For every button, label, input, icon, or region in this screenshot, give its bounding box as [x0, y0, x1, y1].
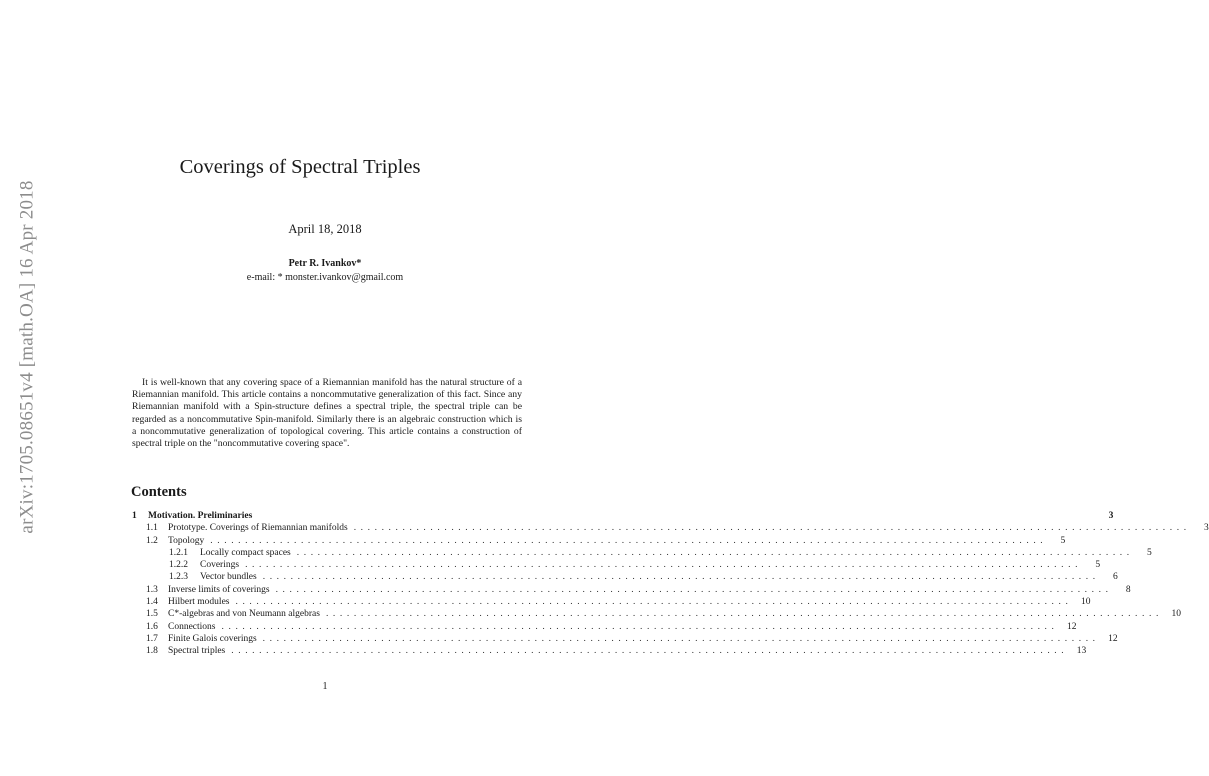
contents-heading: Contents	[131, 484, 187, 500]
toc-entry-page: 13	[1076, 646, 1087, 657]
toc-entry[interactable]	[132, 608, 1181, 620]
toc-entry-title: Inverse limits of coverings	[168, 584, 270, 595]
toc-entry[interactable]	[132, 522, 1209, 534]
page-number: 1	[322, 681, 328, 692]
toc-leader-dots: ........................................................................................................................	[262, 572, 1100, 583]
toc-leader-dots: ........................................................................................................................	[353, 523, 1191, 534]
toc-entry-title: Locally compact spaces	[200, 547, 291, 558]
toc-entry-title: Vector bundles	[200, 572, 257, 583]
toc-entry-page: 5	[1095, 560, 1101, 571]
table-of-contents	[132, 510, 1209, 658]
toc-entry[interactable]	[132, 633, 1118, 645]
toc-entry-number: 1.2.2	[169, 560, 188, 571]
toc-entry[interactable]	[132, 596, 1091, 608]
toc-entry-number: 1.6	[146, 621, 158, 632]
toc-entry-number: 1.2.3	[169, 572, 188, 583]
toc-entry[interactable]	[132, 510, 1114, 522]
toc-entry[interactable]	[132, 571, 1118, 583]
paper-date: April 18, 2018	[288, 222, 362, 236]
arxiv-identifier: arXiv:1705.08651v4 [math.OA] 16 Apr 2018	[17, 180, 39, 534]
toc-entry[interactable]	[132, 584, 1131, 596]
toc-entry[interactable]	[132, 535, 1066, 547]
toc-entry-title: Connections	[168, 621, 216, 632]
toc-leader-dots: ........................................................................................................................	[275, 584, 1113, 595]
toc-entry-title: Prototype. Coverings of Riemannian manifolds	[168, 523, 348, 534]
toc-entry-number: 1.8	[146, 646, 158, 657]
toc-leader-dots: ........................................................................................................................	[296, 547, 1134, 558]
toc-leader-dots: ........................................................................................................................	[221, 621, 1059, 632]
paper-title: Coverings of Spectral Triples	[179, 156, 421, 178]
author-email: e-mail: * monster.ivankov@gmail.com	[246, 272, 404, 283]
toc-entry-page: 12	[1067, 621, 1077, 632]
abstract: It is well-known that any covering space of a Riemannian manifold has the natural structure of a Riemannian manifold. This article contains a noncommutative generalization of this fact. Since any Riemannian manifold with a Spin-structure defines a spectral triple, the spectral triple can be regarded as a noncommutative Spin-manifold. Similarly there is an algebraic construction which is a noncommutative generalization of topological covering. This article contains a construction of spectral triple on the "noncommutative covering space".	[132, 377, 522, 450]
toc-entry-page: 5	[1147, 547, 1152, 558]
toc-entry-title: Hilbert modules	[168, 597, 230, 608]
toc-entry-title: Spectral triples	[168, 646, 226, 657]
toc-leader-dots: ........................................................................................................................	[210, 535, 1048, 546]
toc-entry-page: 5	[1060, 535, 1066, 546]
toc-entry-number: 1.2	[146, 535, 158, 546]
toc-leader-dots: ........................................................................................................................	[231, 646, 1069, 657]
toc-entry-page: 12	[1108, 633, 1118, 644]
toc-entry-number: 1	[132, 511, 137, 521]
toc-entry-number: 1.5	[146, 609, 158, 620]
toc-entry[interactable]	[132, 645, 1087, 657]
toc-entry[interactable]	[132, 547, 1152, 559]
toc-entry-page: 3	[1203, 523, 1209, 534]
toc-entry-title: C*-algebras and von Neumann algebras	[168, 609, 320, 620]
toc-entry-title: Motivation. Preliminaries	[148, 511, 253, 521]
toc-entry-number: 1.2.1	[169, 547, 188, 558]
toc-entry-title: Topology	[168, 535, 205, 546]
toc-entry-title: Coverings	[200, 560, 240, 571]
toc-entry[interactable]	[132, 559, 1101, 571]
toc-leader-dots: ........................................................................................................................	[262, 633, 1100, 644]
toc-leader-dots: ........................................................................................................................	[245, 560, 1083, 571]
toc-entry-page: 6	[1112, 572, 1118, 583]
toc-entry[interactable]	[132, 621, 1077, 633]
toc-entry-title: Finite Galois coverings	[168, 633, 257, 644]
toc-entry-page: 10	[1171, 609, 1181, 620]
author-name: Petr R. Ivankov*	[288, 258, 362, 269]
toc-leader-dots: ........................................................................................................................	[235, 597, 1073, 608]
toc-entry-page: 3	[1108, 511, 1114, 521]
toc-entry-page: 8	[1125, 584, 1131, 595]
toc-entry-number: 1.7	[146, 633, 158, 644]
toc-entry-number: 1.1	[146, 523, 158, 534]
toc-entry-number: 1.3	[146, 584, 158, 595]
toc-leader-dots: ........................................................................................................................	[325, 609, 1163, 620]
toc-entry-number: 1.4	[146, 597, 158, 608]
toc-entry-page: 10	[1080, 597, 1091, 608]
